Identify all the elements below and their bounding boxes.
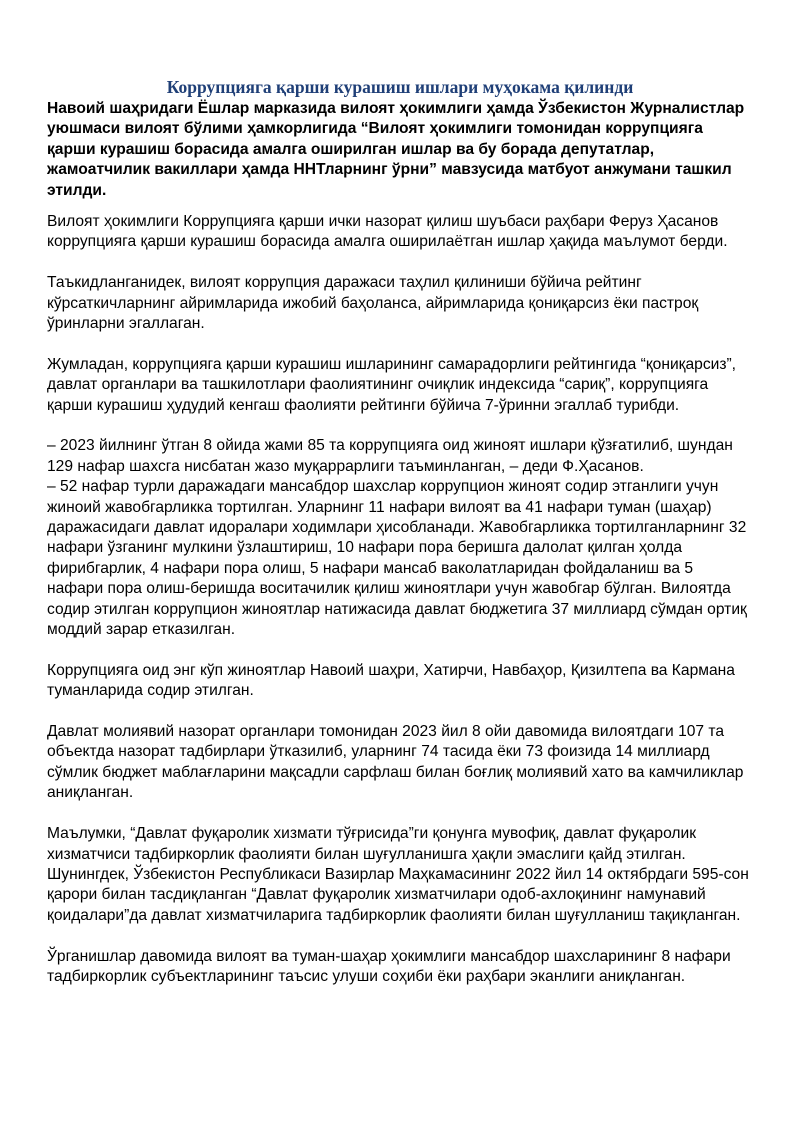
paragraph-3: Жумладан, коррупцияга қарши курашиш ишларининг самарадорлиги рейтингида “қониқарсиз”, давлат органлари ва ташкилотлари фаолиятининг очиқлик индексида “сариқ”, коррупцияга қарши курашиш ҳудудий кенгаш фаолияти рейтинги бўйича 7-ўринни эгаллаб турибди.: [47, 355, 737, 414]
paragraph-5: Коррупцияга оид энг кўп жиноятлар Навоий шаҳри, Хатирчи, Навбаҳор, Қизилтепа ва Кармана туманларида содир этилган.: [47, 661, 735, 700]
paragraph-8: Ўрганишлар давомида вилоят ва туман-шаҳар ҳокимлиги мансабдор шахсларининг 8 нафари тадбиркорлик субъектларининг таъсис улуши соҳиби ёки раҳбари эканлиги аниқланган.: [47, 947, 731, 985]
paragraph-6: Давлат молиявий назорат органлари томонидан 2023 йил 8 ойи давомида вилоятдаги 107 та объектда назорат тадбирлари ўтказилиб, уларнинг 74 тасида ёки 73 фоизида 14 миллиард сўмлик бюджет маблағларини мақсадли сарфлаш билан боғлиқ молиявий хато ва камчиликлар аниқланган.: [47, 723, 744, 802]
paragraph-4-quote: – 2023 йилнинг ўтган 8 ойида жами 85 та коррупцияга оид жиноят ишлари қўзғатилиб, шундан 129 нафар шахсга нисбатан жазо муқаррарлиги таъминланган, – деди Ф.Ҳасанов.: [47, 437, 733, 475]
paragraph-1: Вилоят ҳокимлиги Коррупцияга қарши ички назорат қилиш шуъбаси раҳбари Феруз Ҳасанов коррупцияга қарши курашиш борасида амалга оширилаётган ишлар ҳақида маълумот берди.: [47, 213, 728, 251]
paragraph-4: [47, 436, 753, 640]
article-title: Коррупцияга қарши курашиш ишлари муҳокама қилинди: [166, 77, 634, 97]
paragraph-2: Таъкидланганидек, вилоят коррупция даражаси таҳлил қилиниши бўйича рейтинг кўрсаткичларнинг айримларида ижобий баҳоланса, айримларида қониқарсиз ёки пастроқ ўринларни эгаллаган.: [47, 274, 699, 333]
paragraph-4-continuation: – 52 нафар турли даражадаги мансабдор шахслар коррупцион жиноят содир этганлиги учун жиноий жавобгарликка тортилган. Уларнинг 11 нафари вилоят ва 41 нафари туман (шаҳар) даражасидаги давлат идоралари ходимлари ҳисобланади. Жавобгарликка тортилганларнинг 32 нафари ўзганинг мулкини ўзлаштириш, 10 нафари пора беришга далолат қилган ҳолда фирибгарлик, 4 нафари пора олиш, 5 нафари мансаб ваколатларидан фойдаланиш ва 5 нафари пора олиш-беришда воситачилик қилиш жиноятлари учун жавобгар бўлган. Вилоятда содир этилган коррупцион жиноятлар натижасида давлат бюджетига 37 миллиард сўмдан ортиқ моддий зарар етказилган.: [47, 478, 747, 639]
paragraph-7: Маълумки, “Давлат фуқаролик хизмати тўғрисида”ги қонунга мувофиқ, давлат фуқаролик хизматчиси тадбиркорлик фаолияти билан шуғулланишга ҳақли эмаслиги қайд этилган. Шунингдек, Ўзбекистон Республикаси Вазирлар Маҳкамасининг 2022 йил 14 октябрдаги 595-сон қарори билан тасдиқланган “Давлат фуқаролик хизматчилари одоб-ахлоқининг намунавий қоидалари”да давлат хизматчиларига тадбиркорлик фаолияти билан шуғулланиш тақиқланган.: [47, 825, 749, 924]
article-body: [47, 212, 753, 1008]
article-lead: Навоий шаҳридаги Ёшлар марказида вилоят ҳокимлиги ҳамда Ўзбекистон Журналистлар уюшмаси вилоят бўлими ҳамкорлигида “Вилоят ҳокимлиги томонидан коррупцияга қарши курашиш борасида амалга оширилган ишлар ва бу борада депутатлар, жамоатчилик вакиллари ҳамда ННТларнинг ўрни” мавзусида матбуот анжумани ташкил этилди.: [47, 100, 745, 199]
